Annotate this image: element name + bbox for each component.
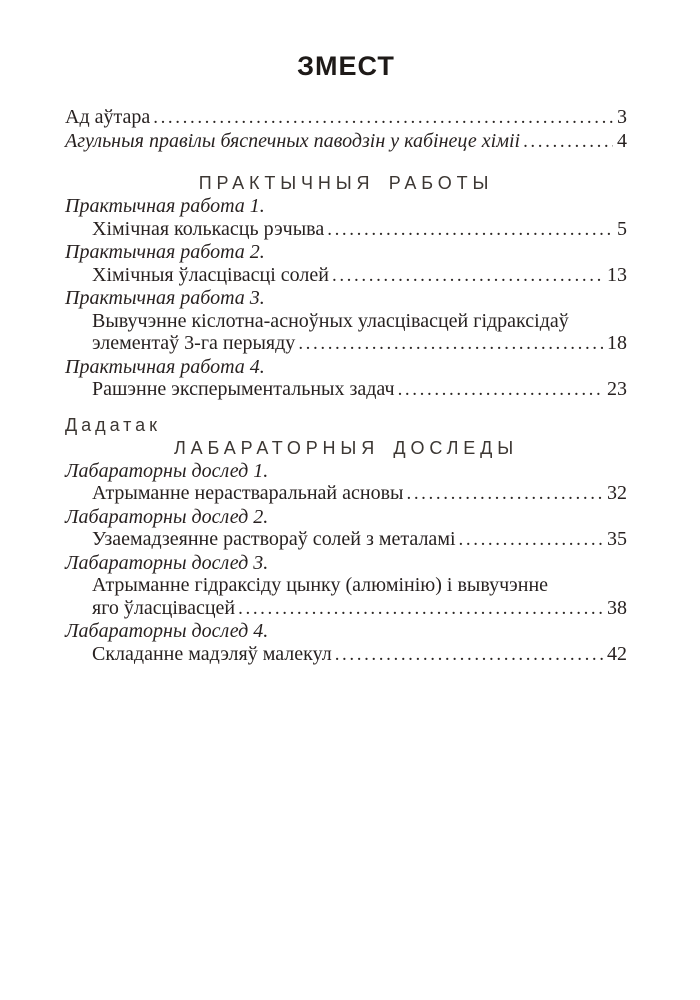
toc-entry-title: Практычная работа 2. — [65, 241, 265, 263]
dot-leader — [398, 378, 603, 402]
toc-entry-subtitle: яго ўласцівасцей ..... 38 — [65, 597, 627, 621]
dot-leader — [298, 332, 603, 356]
page-number: 32 — [607, 482, 627, 504]
page-number: 4 — [617, 129, 627, 152]
toc-entry-subtitle: Вывучэнне кіслотна-асноўных уласцівасцей гідраксідаў — [92, 309, 569, 332]
page-number: 23 — [607, 378, 627, 400]
section-heading-practical-works: ПРАКТЫЧНЫЯ РАБОТЫ — [198, 173, 494, 193]
dot-leader — [335, 643, 603, 667]
toc-entry-subtitle: Хімічныя ўласцівасці солей ..... 13 — [65, 264, 627, 288]
toc-entry-subtitle: Атрыманне гідраксіду цынку (алюмінію) і вывучэнне — [92, 574, 549, 596]
dot-leader — [406, 482, 603, 506]
toc-entry-label: Агульныя правілы бяспечных паводзін у кабінеце хіміі — [65, 129, 521, 152]
toc-entry-subtitle: Хімічная колькасць рэчыва ..... 5 — [65, 218, 627, 242]
toc-entry-title: Практычная работа 3. — [65, 287, 265, 309]
toc-entry — [65, 130, 627, 154]
toc-entry — [65, 106, 627, 130]
toc-entry-title: Практычная работа 4. — [65, 355, 265, 378]
dot-leader — [332, 264, 603, 288]
toc-entry-label: Ад аўтара — [65, 106, 151, 128]
toc-entry-title: Практычная работа 1. — [65, 195, 265, 217]
toc-entry-title: Лабараторны дослед 4. — [65, 620, 269, 642]
toc-entry-subtitle: Рашэнне эксперыментальных задач ..... 23 — [65, 378, 627, 402]
toc-entry-subtitle: Складанне мадэляў малекул ..... 42 — [65, 643, 627, 667]
dot-leader — [327, 218, 613, 242]
toc-entry-title: Лабараторны дослед 2. — [65, 505, 269, 528]
page-number: 42 — [607, 642, 627, 665]
page-title: ЗМЕСТ — [297, 51, 395, 81]
toc-entry-title: Лабараторны дослед 1. — [65, 459, 269, 482]
dot-leader — [238, 597, 603, 621]
page-number: 5 — [617, 217, 627, 240]
dot-leader — [153, 106, 613, 130]
page-number: 35 — [607, 528, 627, 550]
toc-entry-subtitle: Атрыманне нерастваральнай асновы ..... 32 — [65, 482, 627, 506]
section-heading-laboratory-experiments: ЛАБАРАТОРНЫЯ ДОСЛЕДЫ — [173, 437, 518, 458]
page-number: 3 — [617, 106, 627, 128]
page-number: 38 — [607, 596, 627, 619]
toc-entry-subtitle: Узаемадзеянне раствораў солей з металамі ..... 35 — [65, 528, 627, 552]
dot-leader — [523, 130, 613, 154]
page-number: 18 — [607, 332, 627, 354]
dot-leader — [459, 528, 603, 552]
toc-entry-title: Лабараторны дослед 3. — [65, 551, 269, 574]
appendix-label: Дадатак — [65, 414, 161, 435]
page-number: 13 — [607, 263, 627, 286]
toc-entry-subtitle: элементаў 3-га перыяду ..... 18 — [65, 332, 627, 356]
